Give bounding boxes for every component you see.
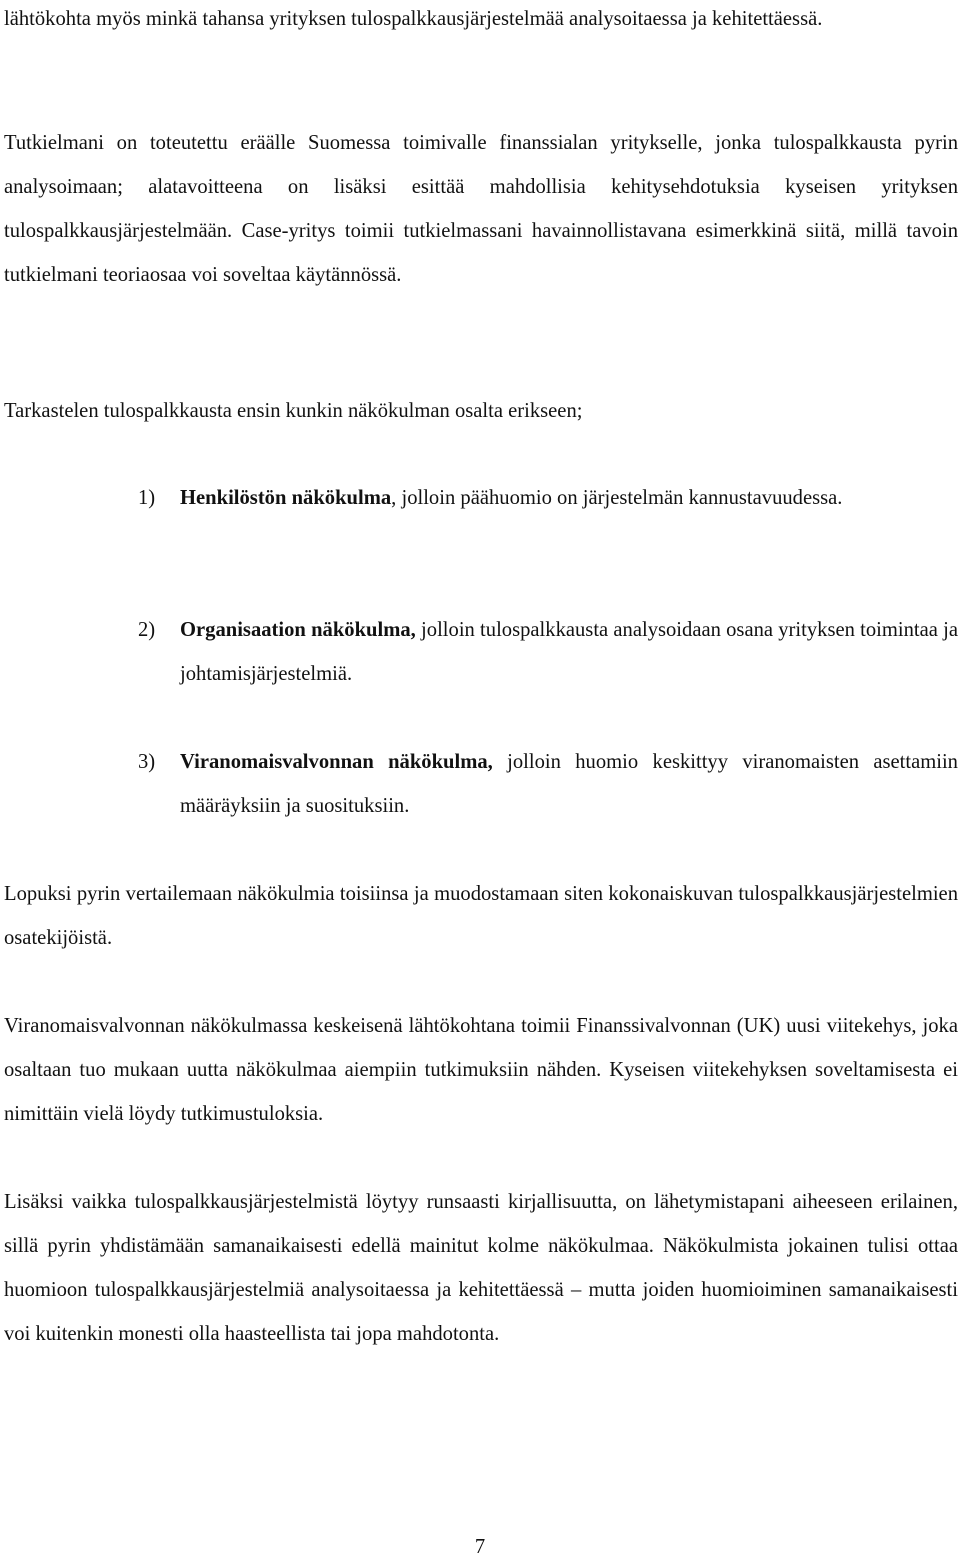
list-item-heading: Viranomaisvalvonnan näkökulma,	[180, 751, 493, 773]
paragraph-text: Tarkastelen tulospalkkausta ensin kunkin näkökulman osalta erikseen;	[4, 400, 583, 422]
paragraph-perspective	[4, 1180, 958, 1356]
page-number: 7	[474, 1536, 486, 1558]
paragraph-text: Tutkielmani on toteutettu eräälle Suomessa toimivalle finanssialan yritykselle, jonka tulospalkkausta pyrin analysoimaan; alatavoitteena on lisäksi esittää mahdollisia kehitysehdotuksia kyseisen yrityksen tulospalkkausjärjestelmään. Case-yritys toimii tutkielmassani havainnollistavana esimerkkinä siitä, millä tavoin tutkielmani teoriaosaa voi soveltaa käytännössä.	[4, 132, 958, 286]
paragraph-continuation	[4, 0, 958, 41]
list-item-number: 1)	[138, 487, 156, 509]
list-item-text: jolloin tulospalkkausta analysoidaan osana yrityksen toimintaa ja johtamisjärjestelmiä.	[180, 619, 958, 685]
paragraph-approach-intro	[4, 389, 958, 433]
list-item-heading: Organisaation näkökulma,	[180, 619, 416, 641]
paragraph-text: lähtökohta myös minkä tahansa yrityksen tulospalkkausjärjestelmää analysoitaessa ja kehitettäessä.	[4, 8, 823, 30]
list-item-heading: Henkilöstön näkökulma	[180, 487, 392, 509]
list-item-number: 3)	[138, 751, 156, 773]
paragraph-study-context	[4, 121, 958, 297]
paragraph-text: Lopuksi pyrin vertailemaan näkökulmia toisiinsa ja muodostamaan siten kokonaiskuvan tulospalkkausjärjestelmien osatekijöistä.	[4, 883, 958, 949]
list-item-text: jolloin huomio keskittyy viranomaisten asettamiin määräyksiin ja suosituksiin.	[180, 751, 958, 817]
list-item-personnel	[138, 476, 958, 520]
paragraph-framework	[4, 1004, 958, 1136]
list-item-authority	[138, 740, 958, 828]
list-item-organisation	[138, 608, 958, 696]
paragraph-comparison	[4, 872, 958, 960]
list-item-number: 2)	[138, 619, 156, 641]
paragraph-text: Viranomaisvalvonnan näkökulmassa keskeisenä lähtökohtana toimii Finanssivalvonnan (UK) uusi viitekehys, joka osaltaan tuo mukaan uutta näkökulmaa aiempiin tutkimuksiin nähden. Kyseisen viitekehyksen soveltamisesta ei nimittäin vielä löydy tutkimustuloksia.	[4, 1015, 958, 1125]
list-item-text: , jolloin päähuomio on järjestelmän kannustavuudessa.	[391, 487, 843, 509]
paragraph-text: Lisäksi vaikka tulospalkkausjärjestelmistä löytyy runsaasti kirjallisuutta, on lähetymistapani aiheeseen erilainen, sillä pyrin yhdistämään samanaikaisesti edellä mainitut kolme näkökulmaa. Näkökulmista jokainen tulisi ottaa huomioon tulospalkkausjärjestelmiä analysoitaessa ja kehitettäessä – mutta joiden huomioiminen samanaikaisesti voi kuitenkin monesti olla haasteellista tai jopa mahdotonta.	[4, 1191, 958, 1345]
